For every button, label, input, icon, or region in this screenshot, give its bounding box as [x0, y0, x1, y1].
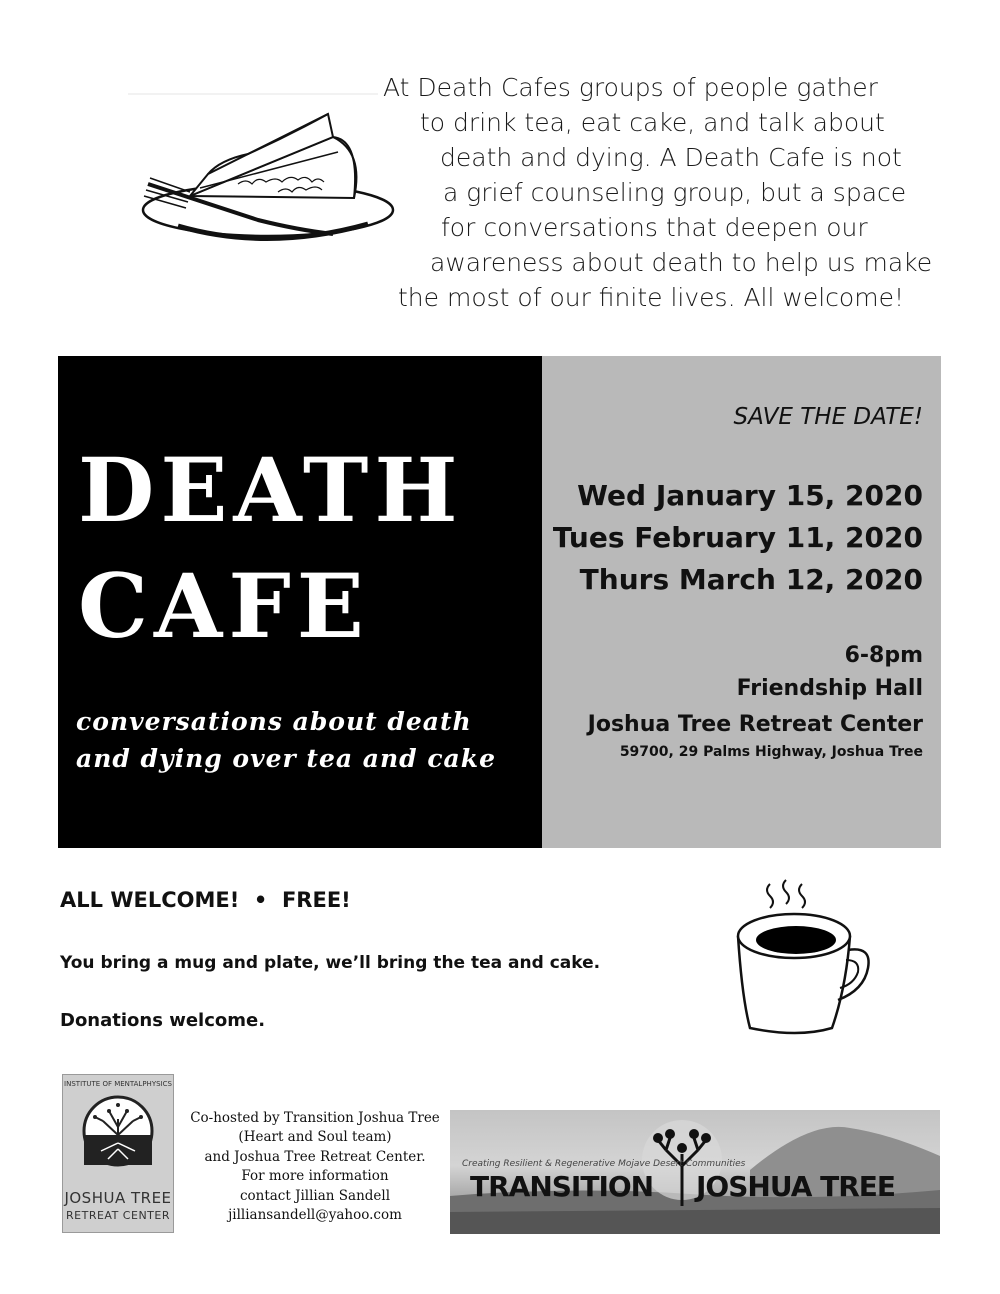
- bring-mug-line: You bring a mug and plate, we’ll bring the tea and cake.: [60, 953, 601, 973]
- logo-tagline: Creating Resilient & Regenerative Mojave Desert Communities: [462, 1159, 746, 1169]
- contact-email: jilliansandell@yahoo.com: [228, 1207, 402, 1223]
- intro-text-line: for conversations that deepen our: [441, 213, 868, 242]
- donations-line: Donations welcome.: [60, 1010, 266, 1031]
- logo-word-joshua-tree: JOSHUA TREE: [696, 1170, 896, 1203]
- intro-text-line: the most of our finite lives. All welcome!: [398, 283, 904, 312]
- intro-text-line: awareness about death to help us make: [430, 248, 933, 277]
- event-venue: Joshua Tree Retreat Center: [587, 712, 923, 737]
- event-date: Tues February 11, 2020: [552, 521, 923, 554]
- welcome-free-line: ALL WELCOME! • FREE!: [60, 888, 351, 912]
- event-details-panel: [542, 356, 941, 848]
- cohost-text-line: contact Jillian Sandell: [239, 1188, 391, 1204]
- cohost-text-line: and Joshua Tree Retreat Center.: [204, 1149, 426, 1165]
- logo-line-1: JOSHUA TREE: [64, 1189, 172, 1207]
- tea-mug-illustration: [728, 878, 878, 1038]
- event-date: Thurs March 12, 2020: [579, 563, 923, 596]
- joshua-tree-retreat-center-logo: [62, 1074, 174, 1233]
- cake-slice-illustration: [128, 92, 398, 252]
- title-panel: [58, 356, 542, 848]
- event-hall: Friendship Hall: [736, 676, 923, 701]
- intro-text-line: At Death Cafes groups of people gather: [383, 73, 878, 102]
- save-the-date-heading: SAVE THE DATE!: [733, 404, 923, 430]
- subtitle-line: conversations about death: [76, 707, 472, 736]
- logo-line-2: RETREAT CENTER: [66, 1209, 170, 1222]
- logo-word-transition: TRANSITION: [470, 1170, 654, 1203]
- event-date: Wed January 15, 2020: [577, 479, 923, 512]
- subtitle-line: and dying over tea and cake: [76, 744, 496, 773]
- intro-text-line: death and dying. A Death Cafe is not: [440, 143, 902, 172]
- cohost-text-line: (Heart and Soul team): [238, 1129, 392, 1145]
- intro-text-line: a grief counseling group, but a space: [443, 178, 907, 207]
- event-address: 59700, 29 Palms Highway, Joshua Tree: [619, 744, 923, 760]
- logo-top-text: INSTITUTE OF MENTALPHYSICS: [64, 1080, 172, 1088]
- title-death: DEATH: [78, 438, 464, 542]
- title-cafe: CAFE: [78, 554, 370, 658]
- tree-of-life-icon: [63, 1091, 173, 1171]
- cohost-text-line: Co-hosted by Transition Joshua Tree: [190, 1110, 440, 1126]
- event-time: 6-8pm: [844, 643, 923, 668]
- intro-text-line: to drink tea, eat cake, and talk about: [420, 108, 885, 137]
- transition-joshua-tree-logo: [450, 1110, 940, 1234]
- cohost-text-line: For more information: [241, 1168, 389, 1184]
